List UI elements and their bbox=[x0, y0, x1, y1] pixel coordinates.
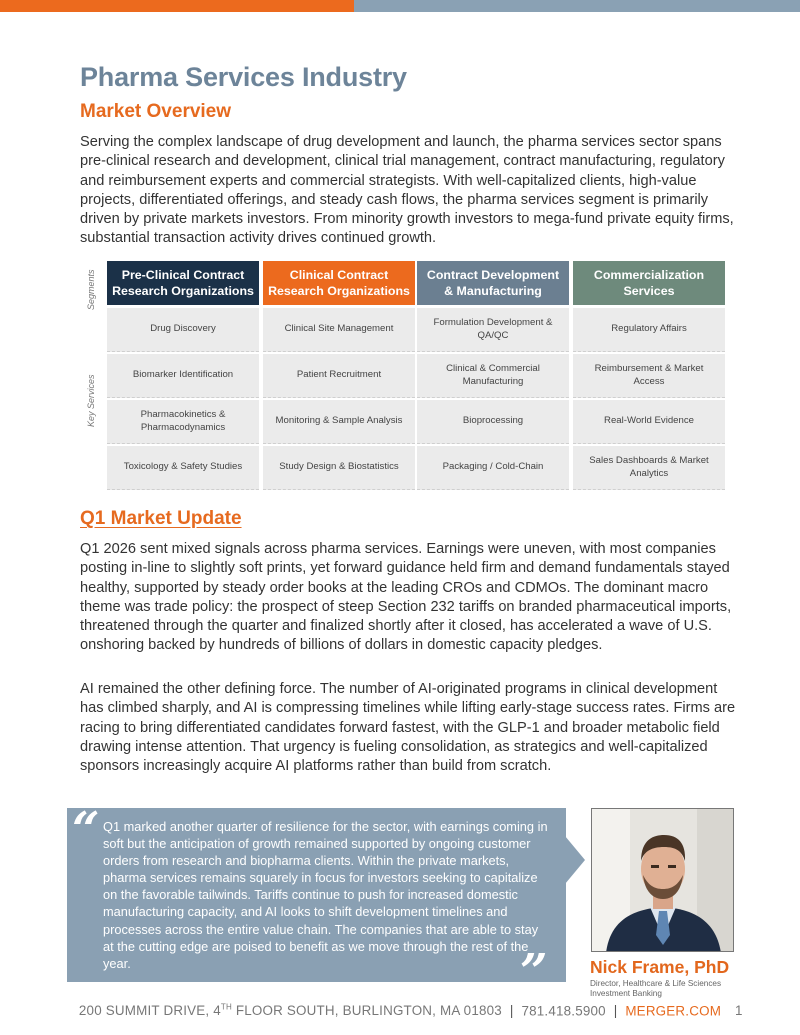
segment-cdmo bbox=[417, 261, 569, 305]
service-cell: Clinical Site Management bbox=[263, 308, 415, 352]
footer bbox=[0, 1003, 800, 1018]
section-heading-q1-update: Q1 Market Update bbox=[80, 508, 242, 529]
author-name: Nick Frame, PhD bbox=[590, 957, 730, 977]
page-number: 1 bbox=[735, 1003, 743, 1018]
service-cell: Formulation Development & QA/QC bbox=[417, 308, 569, 352]
top-bar-orange bbox=[0, 0, 354, 12]
author-photo bbox=[591, 808, 734, 952]
service-cell: Biomarker Identification bbox=[107, 354, 259, 398]
footer-separator: | bbox=[509, 1003, 514, 1019]
q1-paragraph-1: Q1 2026 sent mixed signals across pharma services. Earnings were uneven, with most companies posting in-line to slightly soft prints, yet forward guidance held firm and demand fundamentals stayed healthy, supported by steady order books at the leading CROs and CDMOs. The dominant macro theme was trade policy: the prospect of steep Section 232 tariffs on branded pharmaceutical imports, threatened through the quarter and finalized shortly after it closed, has accelerated a wave of U.S. onshoring backed by hundreds of billions of dollars in domestic capacity pledges. bbox=[80, 541, 732, 654]
segment-clinical-cro bbox=[263, 261, 415, 305]
address-sup: TH bbox=[220, 1003, 232, 1012]
footer-website-link[interactable]: MERGER.COM bbox=[625, 1003, 722, 1019]
address-part: FLOOR SOUTH, BURLINGTON, MA 01803 bbox=[231, 1003, 502, 1019]
segment-line: Research Organizations bbox=[112, 284, 254, 298]
footer-address bbox=[79, 1003, 502, 1018]
author-role bbox=[590, 979, 721, 998]
service-cell: Pharmacokinetics & Pharmacodynamics bbox=[107, 400, 259, 444]
overview-paragraph: Serving the complex landscape of drug development and launch, the pharma services sector spans pre-clinical research and development, clinical trial management, contract manufacturing, regulatory and reimbursement experts and commercial strategists. With well-capitalized clients, high-value projects, differentiated offerings, and steady cash flows, the pharma services segment is primarily driven by private markets investors. From minority growth investors to mega-fund private equity firms, substantial transaction activity drives continued growth. bbox=[80, 134, 734, 247]
close-quote-icon: ” bbox=[520, 944, 548, 1000]
service-cell: Packaging / Cold-Chain bbox=[417, 446, 569, 490]
quote-pointer bbox=[565, 836, 585, 884]
segment-line: & Manufacturing bbox=[444, 284, 542, 298]
segment-preclinical-cro bbox=[107, 261, 259, 305]
segment-line: Contract Development bbox=[426, 268, 560, 282]
segment-line: Commercialization bbox=[593, 268, 705, 282]
quote-text: Q1 marked another quarter of resilience for the sector, with earnings coming in soft but the anticipation of growth remained supported by ongoing customer orders from research and biopharma clients. Within the private markets, pharma services remains squarely in focus for investors seeking to capitalize on the favorable tailwinds. Tariffs continue to push for increased domestic manufacturing capacity, and AI looks to shift development timelines and processes across the entire value chain. The companies that are able to stay at the cutting edge are poised to benefit as we move through the rest of the year. bbox=[103, 819, 548, 971]
service-cell: Real-World Evidence bbox=[573, 400, 725, 444]
service-cell: Toxicology & Safety Studies bbox=[107, 446, 259, 490]
service-cell: Patient Recruitment bbox=[263, 354, 415, 398]
service-cell: Clinical & Commercial Manufacturing bbox=[417, 354, 569, 398]
page-title: Pharma Services Industry bbox=[80, 62, 407, 92]
segment-line: Services bbox=[623, 284, 675, 298]
q1-paragraph-2: AI remained the other defining force. The number of AI-originated programs in clinical development has climbed sharply, and AI is compressing timelines while lifting early-stage success rates. Firms are racing to bring differentiated candidates forward fastest, with the GLP-1 and broader metabolic field drawing intense attention. That urgency is fueling consolidation, as strategics and well-capitalized sponsors increasingly acquire AI platforms rather than build from scratch. bbox=[80, 681, 736, 775]
service-cell: Reimbursement & Market Access bbox=[573, 354, 725, 398]
author-role-line: Investment Banking bbox=[590, 988, 662, 998]
footer-separator: | bbox=[613, 1003, 618, 1019]
service-cell: Study Design & Biostatistics bbox=[263, 446, 415, 490]
segment-line: Research Organizations bbox=[268, 284, 410, 298]
key-services-label: Key Services bbox=[86, 374, 96, 427]
open-quote-icon: “ bbox=[72, 802, 100, 858]
segment-commercialization bbox=[573, 261, 725, 305]
segment-line: Clinical Contract bbox=[289, 268, 389, 282]
service-cell: Bioprocessing bbox=[417, 400, 569, 444]
footer-phone: 781.418.5900 bbox=[521, 1003, 606, 1019]
service-cell: Drug Discovery bbox=[107, 308, 259, 352]
author-role-line: Director, Healthcare & Life Sciences bbox=[590, 979, 722, 988]
top-bar-blue bbox=[354, 0, 800, 12]
service-cell: Regulatory Affairs bbox=[573, 308, 725, 352]
segment-line: Pre-Clinical Contract bbox=[121, 268, 245, 282]
address-part: 200 SUMMIT DRIVE, 4 bbox=[78, 1003, 221, 1019]
service-cell: Sales Dashboards & Market Analytics bbox=[573, 446, 725, 490]
service-cell: Monitoring & Sample Analysis bbox=[263, 400, 415, 444]
segments-label: Segments bbox=[86, 269, 96, 310]
section-heading-market-overview: Market Overview bbox=[80, 101, 232, 122]
